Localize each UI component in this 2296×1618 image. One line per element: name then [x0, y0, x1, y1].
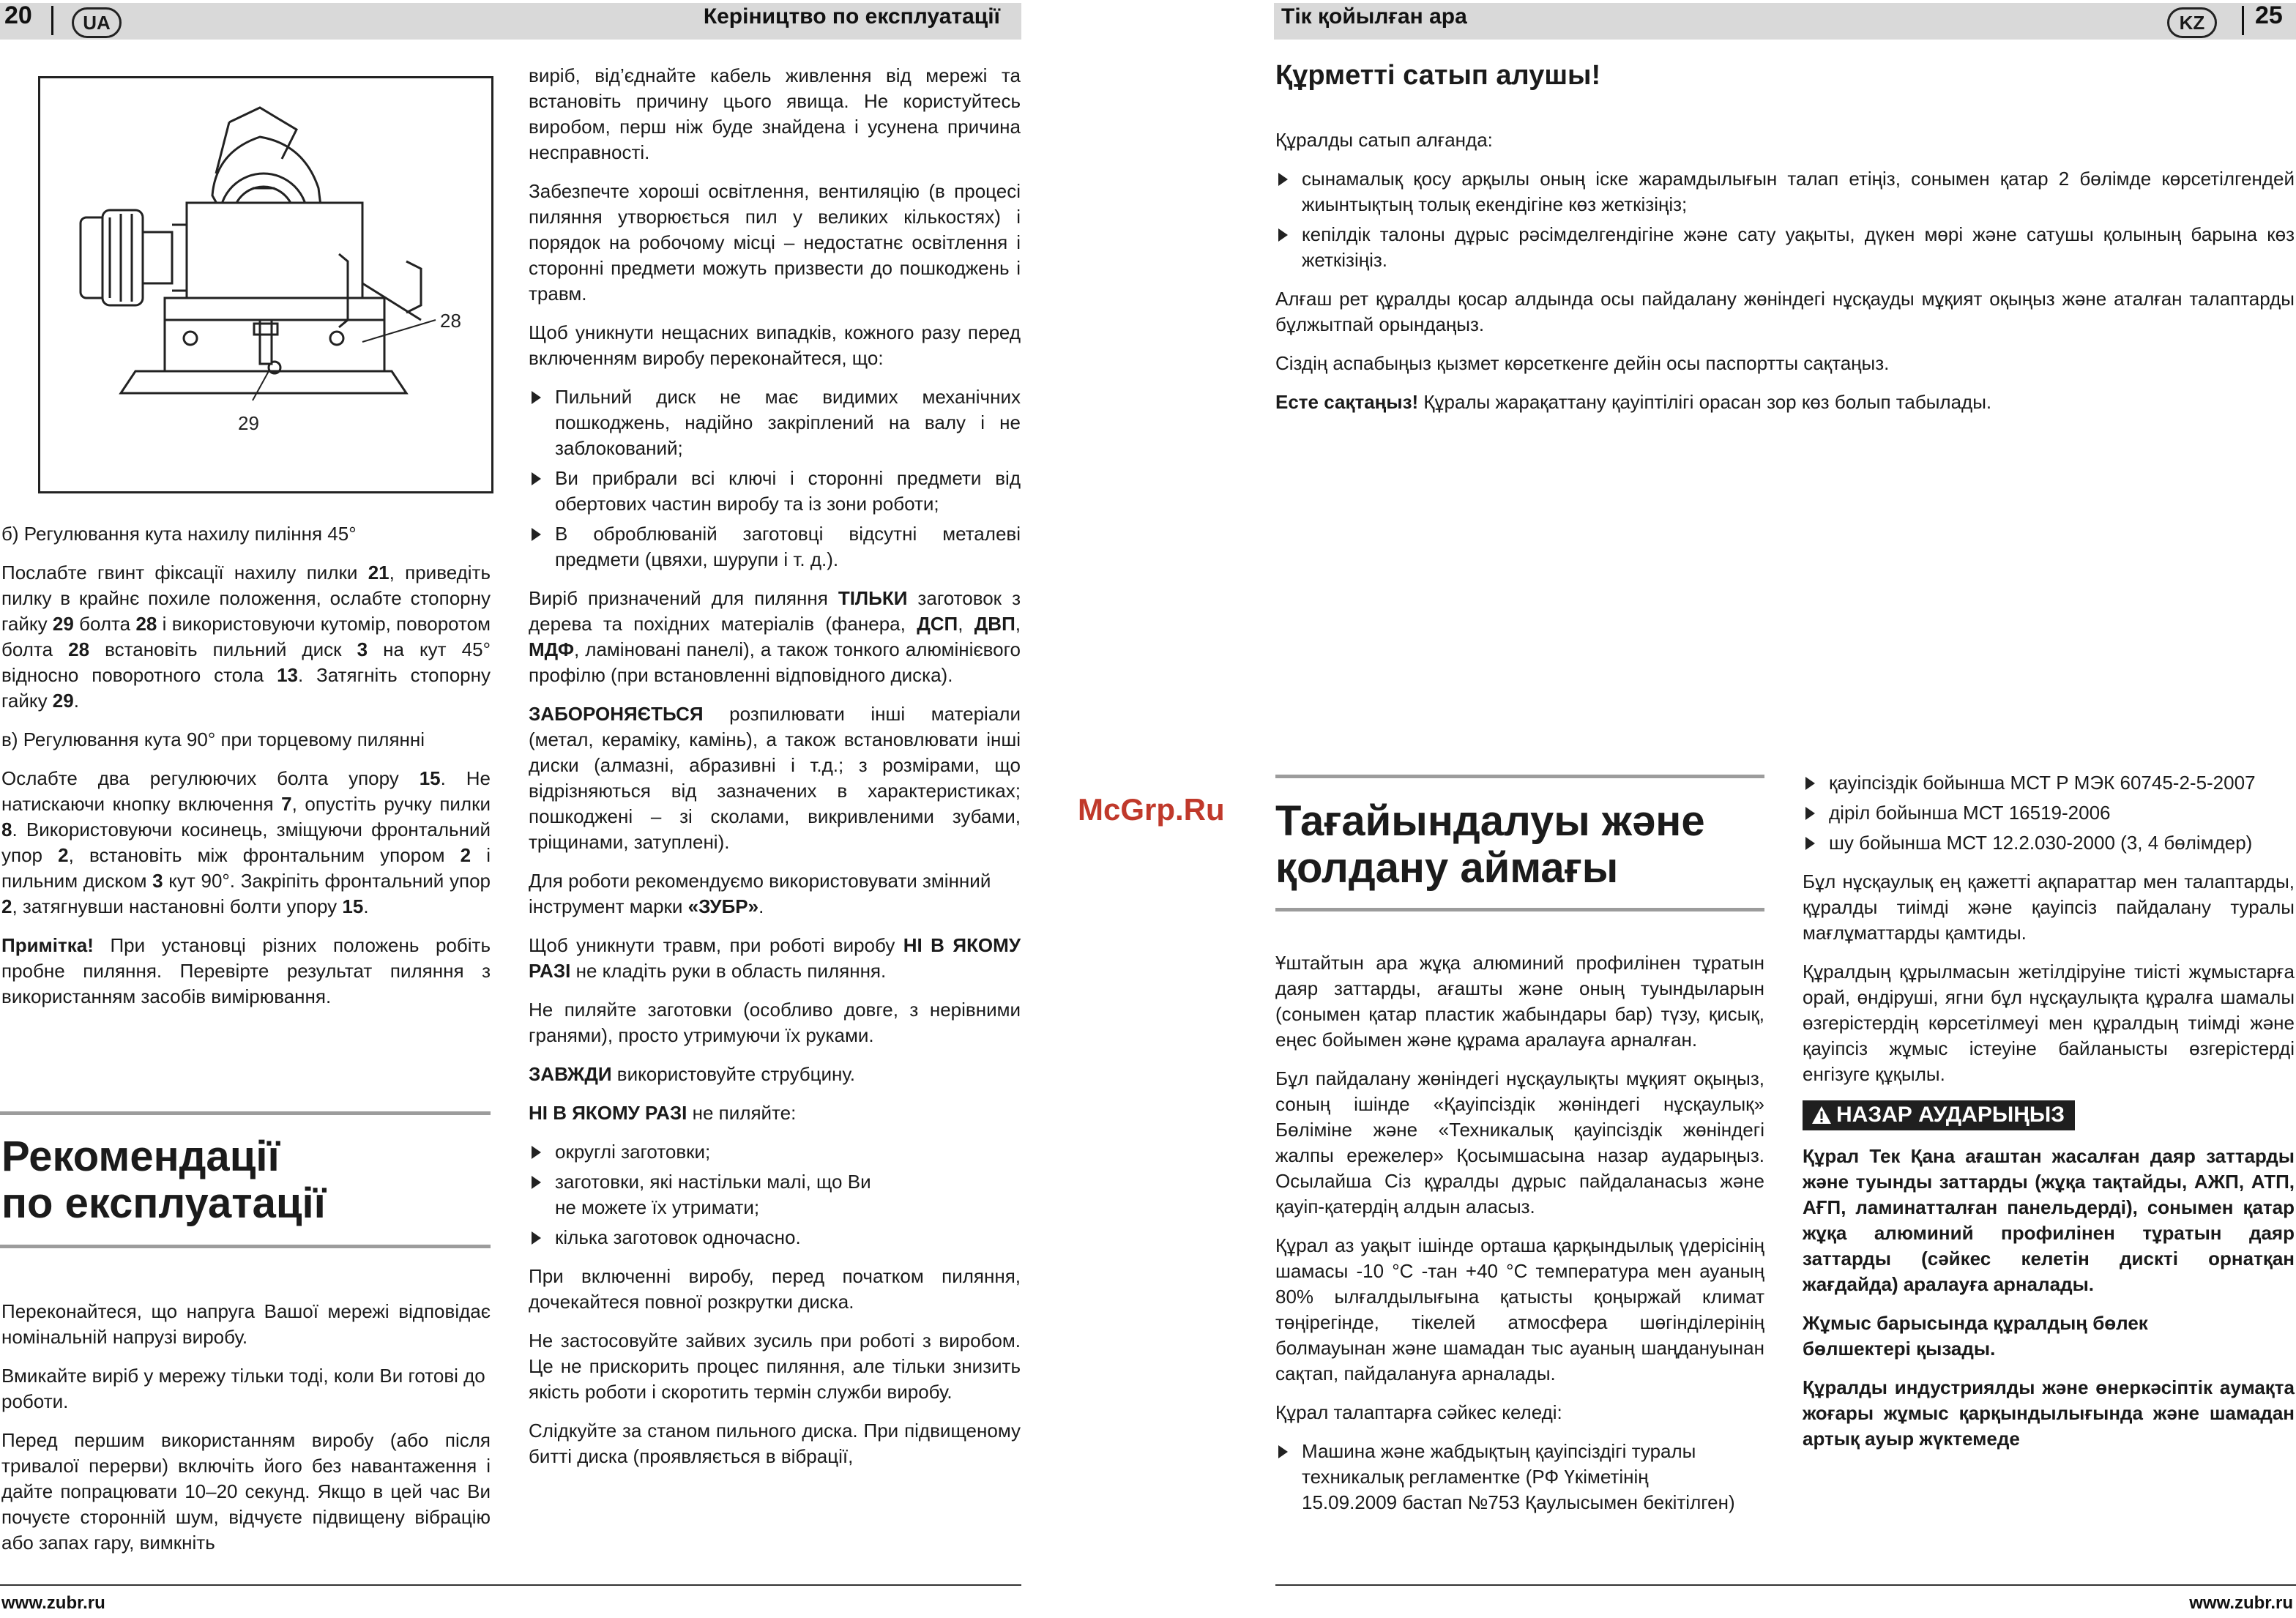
paragraph: ЗАВЖДИ використовуйте струбцину.: [529, 1063, 856, 1085]
paragraph: б) Регулювання кута нахилу пиління 45°: [1, 523, 357, 545]
paragraph: Виріб призначений для пиляння ТІЛЬКИ заготовок з дерева та похідних матеріалів (фанера, ДСП, ДВП, МДФ, ламіновані панелі), а також тонкого алюмінієвого профілю (при встановленні відповідного диска).: [529, 587, 1021, 686]
watermark: McGrp.Ru: [1078, 792, 1225, 827]
paragraph: Бұл нұсқаулық ең қажетті ақпараттар мен талаптарды, құралды тиімді және қауіпсіз пайдалану туралы мағлұматтарды қамтиды.: [1803, 870, 2295, 944]
paragraph: Для роботи рекомендуємо використовувати змінний інструмент марки «ЗУБР».: [529, 870, 991, 917]
paragraph: Құрал Тек Қана ағаштан жасалған даяр заттарды және туынды заттарды (жұқа тақтайды, АЖП, АТП, АҒП, ламинатталған панельдерді), сонымен қатар жұқа алюминий профилінен тұратын даяр заттарды (сәйкес келетін дискті орнатқан жағдайда) аралауға арналады.: [1803, 1145, 2295, 1295]
list-item: діріл бойынша МСТ 16519-2006: [1803, 800, 2295, 826]
paragraph: Құрал аз уақыт ішінде орташа қарқындылық үдерісінің шамасы -10 °С -тан +40 °С температура мен ауаның 80% ылғалдылығына қатысты қоңыржай климат төңірегінде, тікелей атмосфера шөгінділерінің болмауынан және шамадан тыс ауаның шаңдануынан сақтап, пайдалануға арналады.: [1275, 1234, 1764, 1384]
greeting-title: Құрметті сатып алушы!: [1275, 60, 1601, 91]
warning-triangle-icon: [1811, 1106, 1832, 1125]
list-item: округлі заготовки;: [529, 1139, 1021, 1165]
paragraph: Алғаш рет құралды қосар алдында осы пайдалану жөніндегі нұсқауды мұқият оқыңыз және аталған талаптарды бұлжытпай орындаңыз.: [1275, 288, 2295, 335]
left-footer-url: www.zubr.ru: [1, 1593, 105, 1613]
right-footer-url: www.zubr.ru: [2189, 1593, 2293, 1613]
list-item: Пильний диск не має видимих механічних пошкоджень, надійно закріплений на валу і не заблокований;: [529, 384, 1021, 461]
list-item: сынамалық қосу арқылы оның іске жарамдылығын талап етіңіз, сонымен қатар 2 бөлімде көрсетілгендей жиынтықтың толық екендігіне көз жеткізіңіз;: [1275, 166, 2295, 217]
paragraph: Ұштайтын ара жұқа алюминий профилінен тұратын даяр заттарды, ағашты және оның туындыларын (сонымен қатар пластик жабындары бар) түзу, қисық, еңес бойымен және құрама аралауға арналған.: [1275, 952, 1764, 1051]
paragraph: Құралды индустриялды және өнеркәсіптік аумақта жоғары жұмыс қарқындылығында және шамадан артық ауыр жүктемеде: [1803, 1376, 2295, 1450]
paragraph: Құрал талаптарға сәйкес келеді:: [1275, 1401, 1562, 1423]
right-header-title: Тік қойылған ара: [1281, 4, 1467, 29]
prohibited-list: [529, 1139, 1021, 1250]
safety-checklist: [529, 384, 1021, 573]
paragraph: Переконайтеся, що напруга Вашої мережі відповідає номінальній напрузі виробу.: [1, 1300, 491, 1348]
saw-bolt-illustration: [40, 78, 491, 491]
paragraph: При включенні виробу, перед початком пиляння, дочекайтеся повної розкрутки диска.: [529, 1265, 1021, 1313]
section-rule-top: [0, 1111, 491, 1115]
paragraph: Щоб уникнути травм, при роботі виробу НІ В ЯКОМУ РАЗІ не кладіть руки в область пиляння.: [529, 934, 1021, 982]
left-page-column-1-lower: [1, 1299, 491, 1569]
paragraph: в) Регулювання кута 90° при торцевому пилянні: [1, 728, 425, 750]
paragraph: Құралды сатып алғанда:: [1275, 129, 1493, 151]
list-item: шу бойынша МСТ 12.2.030-2000 (3, 4 бөлімдер): [1803, 830, 2295, 856]
paragraph: Забезпечте хороші освітлення, вентиляцію (в процесі пиляння утворюється пил у великих кількостях) і порядок на робочому місці – недостатнє освітлення і сторонні предмети можуть призвести до пошкоджень і травм.: [529, 180, 1021, 305]
left-page-number: 20: [4, 1, 32, 29]
right-page-column-1: [1275, 950, 1764, 1529]
paragraph: Слідкуйте за станом пильного диска. При підвищеному битті диска (проявляється в вібрації,: [529, 1420, 1021, 1467]
section-rule-bottom: [0, 1245, 491, 1248]
right-lang-badge: KZ: [2167, 7, 2217, 38]
list-item: қауіпсіздік бойынша МСТ Р МЭК 60745-2-5-2007: [1803, 770, 2295, 796]
right-header-divider: [2242, 6, 2244, 35]
left-lang-badge: UA: [72, 7, 122, 38]
paragraph: Есте сақтаңыз! Құралы жарақаттану қауіптілігі орасан зор көз болып табылады.: [1275, 391, 1992, 413]
purchase-checklist: [1275, 166, 2295, 273]
section-rule-bottom: [1275, 908, 1764, 911]
right-intro-block: [1275, 127, 2295, 428]
list-item: кепілдік талоны дұрыс рәсімделгендігіне және сату уақыты, дүкен мөрі және сатушы қолының барына көз жеткізіңіз.: [1275, 222, 2295, 273]
section-title-recommendations: Рекомендації по експлуатації: [1, 1133, 326, 1227]
figure-label-28: 28: [440, 310, 461, 332]
left-header-divider: [51, 6, 53, 35]
note-paragraph: Примітка! При установці різних положень робіть пробне пиляння. Перевірте результат пиляння з використанням засобів вимірювання.: [1, 934, 491, 1007]
paragraph: Послабте гвинт фіксації нахилу пилки 21, приведіть пилку в крайнє похиле положення, ослабте стопорну гайку 29 болта 28 і використовуючи кутомір, поворотом болта 28 встановіть пильний диск 3 на кут 45° відносно поворотного стола 13. Затягніть стопорну гайку 29.: [1, 562, 491, 712]
left-footer-line: [0, 1584, 1021, 1586]
paragraph: Сіздің аспабыңыз қызмет көрсеткенге дейін осы паспортты сақтаңыз.: [1275, 352, 1890, 374]
list-item: кілька заготовок одночасно.: [529, 1225, 1021, 1250]
paragraph: Не застосовуйте зайвих зусиль при роботі з виробом. Це не прискорить процес пиляння, але тільки знизить якість роботи і скоротить термін служби виробу.: [529, 1330, 1021, 1403]
paragraph: НІ В ЯКОМУ РАЗІ не пиляйте:: [529, 1102, 797, 1124]
paragraph: Жұмыс барысында құралдың бөлек бөлшектері қызады.: [1803, 1312, 2148, 1360]
warning-banner: НАЗАР АУДАРЫҢЫЗ: [1803, 1100, 2075, 1130]
regulations-list: [1275, 1439, 1764, 1516]
paragraph: Перед першим використанням виробу (або після тривалої перерви) включіть його без навантаження і дайте попрацювати 10–20 секунд. Якщо в цей час Ви почуєте сторонній шум, відчуєте підвищену вібрацію або запах гару, вимкніть: [1, 1429, 491, 1554]
standards-list: [1803, 770, 2295, 856]
paragraph: Вмикайте виріб у мережу тільки тоді, коли Ви готові до роботи.: [1, 1365, 485, 1412]
paragraph: виріб, від’єднайте кабель живлення від мережі та встановіть причину цього явища. Не користуйтесь виробом, перш ніж буде знайдена і усунена причина несправності.: [529, 64, 1021, 163]
list-item: Машина және жабдықтың қауіпсіздігі туралы техникалық регламентке (РФ Үкіметінің 15.09.2009 бастап №753 Қаулысымен бекітілген): [1275, 1439, 1764, 1516]
paragraph: Ослабте два регулюючих болта упору 15. Не натискаючи кнопку включення 7, опустіть ручку пилки 8. Використовуючи косинець, зміщуючи фронтальний упор 2, встановіть між фронтальним упором 2 і пильним диском 3 кут 90°. Закріпіть фронтальний упор 2, затягнувши настановні болти упору 15.: [1, 767, 491, 917]
paragraph: Бұл пайдалану жөніндегі нұсқаулықты мұқият оқыңыз, соның ішінде «Қауіпсіздік жөніндегі нұсқаулық» Бөліміне және «Техникалық қауіпсіздік жөніндегі жалпы ережелер» Қосымшасына назар аударыңыз. Осылайша Сіз құралды дұрыс пайдаланасыз және қауіп-қатердің алдын аласыз.: [1275, 1067, 1764, 1218]
left-header-title: Керіництво по експлуатації: [703, 4, 1000, 29]
right-footer-line: [1275, 1584, 2296, 1586]
section-rule-top: [1275, 775, 1764, 778]
left-page-column-2: [529, 63, 1021, 1483]
paragraph: Құралдың құрылмасын жетілдіруіне тиісті жұмыстарға орай, өндіруші, ягни бұл нұсқаулықта құралға шамалы өзгерістердің көрсетілмеуі мен құралдың тиімді және қауіпсіз жұмыс істеуіне байланысты өзгерістерді енгізуге құқылы.: [1803, 961, 2295, 1085]
saw-adjustment-figure: [38, 76, 493, 493]
paragraph: ЗАБОРОНЯЄТЬСЯ розпилювати інші матеріали (метал, кераміку, камінь), а також встановлювати інші диски (алмазні, абразивні і т.д.; з розмірами, що відрізняються від зазначених в характеристиках; пошкоджені – зі сколами, викривленими зубами, тріщинами, затуплені).: [529, 703, 1021, 853]
list-item: заготовки, які настільки малі, що Ви не можете їх утримати;: [529, 1169, 1021, 1220]
list-item: Ви прибрали всі ключі і сторонні предмети від обертових частин виробу та із зони роботи;: [529, 466, 1021, 517]
right-page-number: 25: [2255, 1, 2283, 29]
paragraph: Не пиляйте заготовки (особливо довге, з нерівними гранями), просто утримуючи їх руками.: [529, 999, 1021, 1046]
section-title-purpose: Тағайындалуы және қолдану аймағы: [1275, 797, 1705, 892]
right-page-column-2: [1803, 770, 2295, 1465]
list-item: В оброблюваній заготовці відсутні металеві предмети (цвяхи, шурупи і т. д.).: [529, 521, 1021, 573]
warning-banner-row: [1803, 1100, 2295, 1130]
left-page-column-1: [1, 521, 491, 1023]
paragraph: Щоб уникнути нещасних випадків, кожного разу перед включенням виробу переконайтеся, що:: [529, 321, 1021, 369]
figure-label-29: 29: [238, 412, 259, 434]
